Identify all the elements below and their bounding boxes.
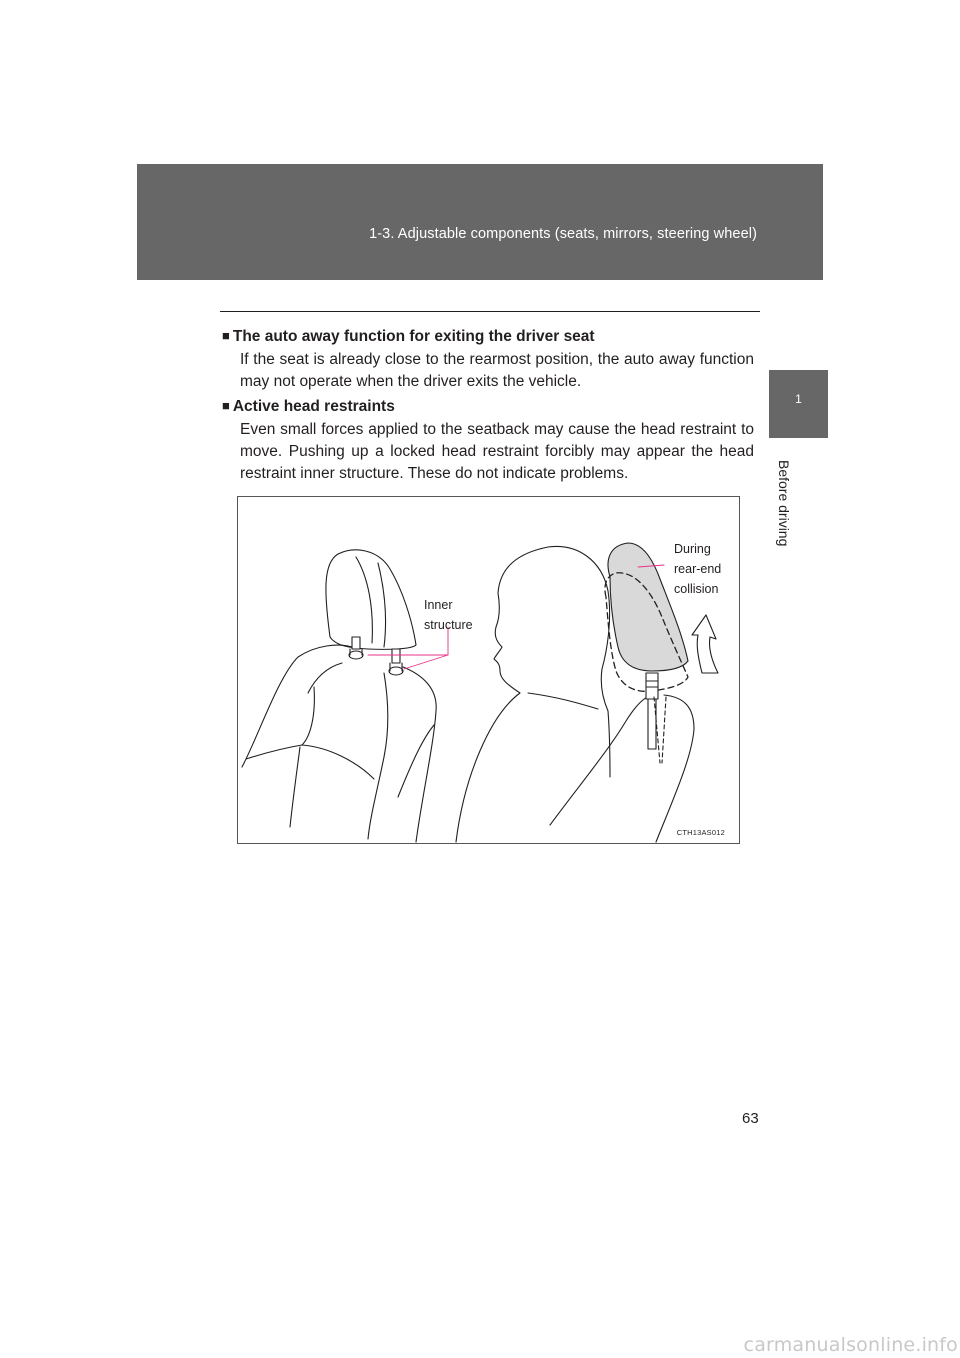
page-number: 63 bbox=[742, 1110, 759, 1127]
callout-line: Inner bbox=[424, 598, 453, 612]
section-header bbox=[137, 164, 823, 280]
inner-structure-callout bbox=[424, 595, 473, 635]
left-seatback bbox=[242, 645, 352, 767]
figure-code: CTH13AS012 bbox=[676, 828, 725, 837]
callout-line: rear-end bbox=[674, 562, 722, 576]
right-seatback bbox=[550, 695, 652, 825]
section-title: 1-3. Adjustable components (seats, mirrors, steering wheel) bbox=[369, 226, 757, 242]
item-heading bbox=[222, 327, 754, 347]
top-rule bbox=[220, 311, 760, 312]
callout-line: collision bbox=[674, 582, 719, 596]
callout-line: During bbox=[674, 542, 711, 556]
item-body: Even small forces applied to the seatback may cause the head restraint to move. Pushing up a locked head restraint forcibly may appear the head restraint inner structure. These do not indicate problems. bbox=[240, 421, 754, 482]
item-heading bbox=[222, 397, 754, 417]
square-bullet-icon: ■ bbox=[222, 328, 230, 343]
item-heading-text: The auto away function for exiting the driver seat bbox=[232, 328, 595, 345]
item-heading-text: Active head restraints bbox=[232, 398, 395, 415]
chapter-label bbox=[768, 460, 794, 580]
seat-drawing bbox=[238, 497, 741, 845]
upward-arrow-icon bbox=[692, 615, 718, 673]
content bbox=[222, 327, 754, 489]
item-body: If the seat is already close to the rearmost position, the auto away function may not operate when the driver exits the vehicle. bbox=[240, 351, 754, 390]
chapter-label-text: Before driving bbox=[776, 460, 792, 547]
watermark: carmanualsonline.info bbox=[743, 1334, 958, 1356]
chapter-number: 1 bbox=[795, 392, 802, 406]
collision-callout bbox=[674, 539, 721, 599]
square-bullet-icon: ■ bbox=[222, 398, 230, 413]
chapter-tab bbox=[769, 370, 828, 438]
callout-line: structure bbox=[424, 618, 473, 632]
head-restraint-illustration bbox=[237, 496, 740, 844]
